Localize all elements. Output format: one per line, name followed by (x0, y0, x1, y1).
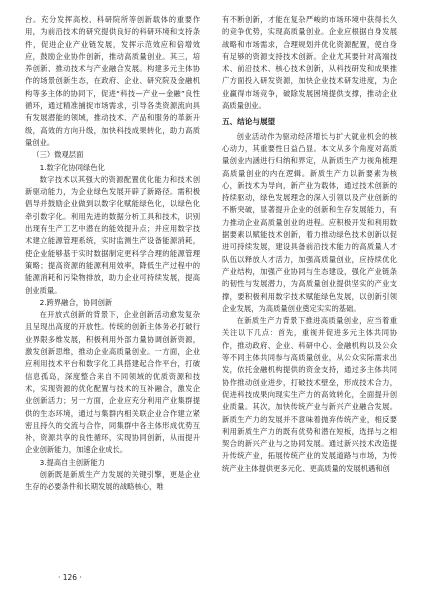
section-heading: 五、结论与展望 (222, 117, 276, 127)
paragraph: 数字技术以其强大的资源配置优化能力和技术创新驱动能力，为企业绿色发展开辟了新路径。需积极倡导并鼓励企业做到以数字化赋能绿色化，以绿色化牵引数字化。利用先进的数据分析工具和技术，识别出现有生产工艺中潜在的能效提升点；并应用数字技术建立能源管理系统，实时监测生产设备能源消耗，使企业能够基于实时数据制定更科学合理的能源管理策略；提高资源的能源利用效率，降低生产过程中的能源消耗和污染物排放，助力企业可持续发展，提高创业质量。 (25, 174, 200, 295)
paragraph: 在开放式创新的背景下，企业创新活动愈发复杂且呈现出高度的开放性。传统的创新主体务必打破行业界限多维发展，积极利用外部力量协调创新资源，激发创新思维，推动企业高质量创业。一方面，企业应利用技术平台和数字化工具搭建起合作平台，打破信息孤岛，深度整合来自不同领域的优质资源和技术，实现资源的优化配置与技术的互补融合，激发企业创新活力；另一方面，企业应充分利用产业集群提供的生态环境，通过与集群内相关联企业合作建立紧密且持久的交流与合作，同集群中各主体形成优势互补，资源共享的良性循环，实现协同创新，从而提升企业创新能力，加速企业成长。 (25, 310, 200, 455)
paragraph: 创业活动作为驱动经济增长与扩大就业机会的核心动力，其重要性日益凸显。本文从多个角度对高质量创业内涵进行归纳和界定，从新质生产力视角梳理高质量创业的内在逻辑。新质生产力以新要素为核心，新技术为导向，新产业为载体，通过技术创新的持续驱动，绿色发展理念的深入引领以及产业创新的不断突破，显著提升企业的创新和生存发展能力，有力推动企业高质量创业的进程。应积极开发和利用数据要素以赋能技术创新，着力推动绿色技术创新以促进可持续发展，建设具备前沿技术能力的高质量人才队伍以释放人才活力，加强高质量创业，应持续优化产业结构，加强产业协同与生态建设，强化产业链条的韧性与发展潜力，为高质量创业提供坚实的产业支撑，要积极利用数字技术赋能绿色发展，以创新引领企业发展，为高质量创业奠定实实的基础。 (222, 131, 397, 313)
paragraph: 有不断创新，才能在复杂严峻的市场环境中获得长久的竞争优势，实现高质量创业。企业应根据自身发展战略和市场需求，合理规划并优化资源配置，使自身有足够的资源支持技术创新。企业尤其要针对高端技术、前沿技术、核心技术创新，从科技研发和成果推广方面投入研发资源，加快企业技术研发进度，为企业赢得市场竞争，破除发展困境提供支撑，推动企业高质量创业。 (222, 15, 397, 111)
paragraph: 台。充分发挥高校、科研院所等创新载体的重要作用，为前沿技术的研究提供良好的科研环境和支持条件，促进企业产业链发展，发挥示范效应和倍增效应，鼓励企业协作创新，推动高质量创业。其三，培养创新、推动技术与产业融合发展。构建多元主体协作的场景创新生态，在政府、企业、研究院及金融机构等多主体的协同下，促进“科技—产业—金融”良性循环，通过精准捕捉市场需求，引导各类资源流向具有发展潜能的领域，推动技术、产品和服务的革新升级，高效的方向升级，加快科技成果转化，助力高质量创业。 (25, 15, 200, 147)
subsection-heading: 3.提高自主创新能力 (39, 457, 105, 467)
left-column (25, 14, 200, 494)
right-column (222, 14, 397, 475)
page-number: · 126 · (58, 573, 82, 582)
subsection-heading: 2.跨界融合，协同创新 (39, 297, 113, 307)
subsection-heading: （三）微观层面 (32, 150, 84, 160)
paragraph: 在新质生产力背景下推进高质量创业，应当着重关注以下几点：首先，重视并促进多元主体共同协作，推动政府、企业、科研中心、金融机构以及公众等不同主体共同参与高质量创业，从公众实际需求出发，依托金融机构提供的资金支持，通过多主体共同协作推动创业进步，打破技术壁垒，形成技术合力，促进科技成果向现实生产力的高效转化，全面提升创业质量。其次，加快传统产业与新兴产业融合发展。新质生产力的发展并不意味着抛弃传统产业，相反要利用新质生产力的既有优势和潜在短板，选择与之相契合的新兴产业与之协同发展。通过新兴技术改造提升传统产业，拓展传统产业的发展道路与市场，为传统产业主体提供更多元化、更高质量的发展机遇和创 (222, 316, 397, 473)
paragraph: 创新既是新质生产力发展的关键引擎，更是企业生存的必要条件和长期发展的战略核心，唯 (25, 469, 200, 492)
subsection-heading: 1.数字化协同绿色化 (39, 162, 105, 172)
